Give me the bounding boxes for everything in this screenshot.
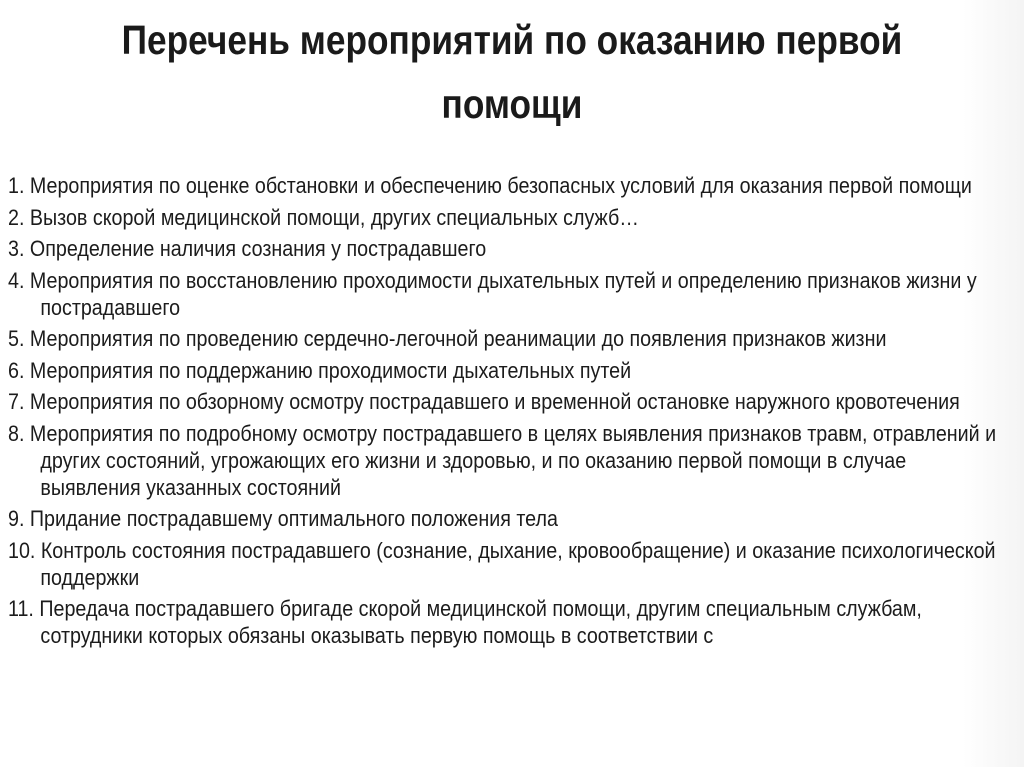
list-item: 9. Придание пострадавшему оптимального положения тела (8, 506, 558, 531)
list-item: 1. Мероприятия по оценке обстановки и обеспечению безопасных условий для оказания первой помощи (8, 173, 972, 198)
list-item: 5. Мероприятия по проведению сердечно-легочной реанимации до появления признаков жизни (8, 326, 887, 351)
first-aid-measures-list (8, 172, 997, 654)
list-item: 3. Определение наличия сознания у пострадавшего (8, 236, 487, 261)
list-item: 8. Мероприятия по подробному осмотру пострадавшего в целях выявления признаков травм, отравлений и других состояний, угрожающих его жизни и здоровью, и по оказанию первой помощи в случае выявления указанных состояний (8, 420, 997, 500)
list-item: 4. Мероприятия по восстановлению проходимости дыхательных путей и определению признаков жизни у пострадавшего (8, 267, 977, 320)
list-item: 6. Мероприятия по поддержанию проходимости дыхательных путей (8, 357, 632, 383)
list-item: 2. Вызов скорой медицинской помощи, других специальных служб… (8, 204, 639, 230)
list-item: 10. Контроль состояния пострадавшего (сознание, дыхание, кровообращение) и оказание психологической поддержки (8, 537, 996, 590)
list-item: 7. Мероприятия по обзорному осмотру пострадавшего и временной остановке наружного кровотечения (8, 389, 960, 414)
slide-title: Перечень мероприятий по оказанию первой помощи (121, 17, 903, 127)
list-item: 11. Передача пострадавшего бригаде скорой медицинской помощи, другим специальным службам, сотрудники которых обязаны оказывать первую помощь в соответствии с (8, 596, 922, 648)
